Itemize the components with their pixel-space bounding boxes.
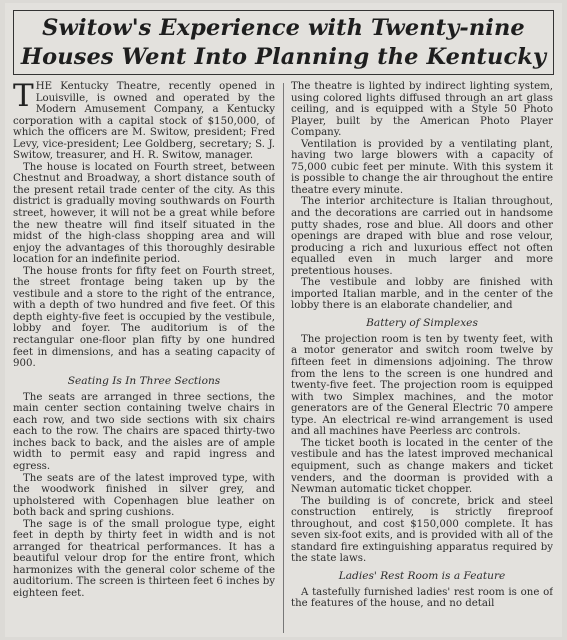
- headline-box: [13, 10, 554, 75]
- ventilation-paragraph: Ventilation is provided by a ventilating plant, having two large blowers with a capacity of 75,000 cubic feet per minute. With this system it is possible to change the air throughout the entire theatre every minute.: [291, 138, 553, 196]
- seats-paragraph: The seats are arranged in three sections, the main center section containing twelve chairs in each row, and two side sections with six chairs each to the row. The chairs are spaced thirty-two inches back to back, and the aisles are of ample width to permit easy and rapid ingress and egress.: [13, 391, 275, 472]
- rest-room-paragraph: A tastefully furnished ladies' rest room is one of the features of the house, and no detail: [291, 586, 553, 610]
- subhead-simplexes: Battery of Simplexes: [366, 316, 478, 329]
- magazine-page: [5, 3, 562, 637]
- lighting-paragraph: The theatre is lighted by indirect lighting system, using colored lights diffused through an art glass ceiling, and is equipped with a Style 50 Photo Player, built by the American Photo Player Company.: [291, 81, 553, 139]
- intro-paragraph: THE Kentucky Theatre, recently opened in Louisville, is owned and operated by the Modern Amusement Company, a Kentucky corporation with a capital stock of $150,000, of which the officers are M. Switow, president; Fred Levy, vice-president; Lee Goldberg, secretary; S. J. Switow, treasurer, and H. R. Switow, manager.: [13, 81, 275, 162]
- location-paragraph: The house is located on Fourth street, between Chestnut and Broadway, a short distance south of the present retail trade center of the city. As this district is gradually moving southwards on Fourth street, however, it will not be a great while before the new theatre will find itself situated in the midst of the high-class shopping area and will enjoy the advantages of this thoroughly desirable location for an indefinite period.: [13, 161, 275, 266]
- lobby-paragraph: The vestibule and lobby are finished with imported Italian marble, and in the center of the lobby there is an elaborate chandelier, and: [291, 277, 553, 312]
- ticket-booth-paragraph: The ticket booth is located in the center of the vestibule and has the latest improved mechanical equipment, such as change makers and ticket venders, and the doorman is provided with a Newman automatic ticket chopper.: [291, 437, 553, 496]
- drop-cap: T: [13, 81, 34, 114]
- stage-paragraph: The sage is of the small prologue type, eight feet in depth by thirty feet in width and is not arranged for theatrical performances. It has a beautiful velour drop for the entire front, which harmonizes with the general color scheme of the auditorium. The screen is thirteen feet 6 inches by eighteen feet.: [13, 518, 275, 599]
- frontage-paragraph: The house fronts for fifty feet on Fourth street, the street frontage being taken up by the vestibule and a store to the right of the entrance, with a depth of two hundred and five feet. Of this depth eighty-five feet is occupied by the vestibule, lobby and foyer. The auditorium is of the rectangular one-floor plan fifty by one hundred feet in dimensions, and has a seating capacity of 900.: [13, 265, 275, 370]
- building-paragraph: The building is of concrete, brick and steel construction entirely, is strictly fireproof throughout, and cost $150,000 complete. It has seven six-foot exits, and is provided with all of the standard fire extinguishing apparatus required by the state laws.: [291, 495, 553, 565]
- projection-paragraph: The projection room is ten by twenty feet, with a motor generator and switch room twelve by fifteen feet in dimensions adjoining. The throw from the lens to the screen is one hundred and twenty-five feet. The projection room is equipped with two Simplex machines, and the motor generators are of the General Electric 70 ampere type. An electrical re-wind arrangement is used and all machines have Peerless arc controls.: [291, 333, 553, 438]
- upholstery-paragraph: The seats are of the latest improved type, with the woodwork finished in silver grey, and upholstered with Copenhagen blue leather on both back and spring cushions.: [13, 472, 275, 519]
- headline-line-1: Switow's Experience with Twenty-nine: [42, 15, 525, 41]
- subhead-seating: Seating Is In Three Sections: [67, 374, 221, 387]
- subhead-rest-room: Ladies' Rest Room is a Feature: [338, 569, 506, 582]
- column-divider: [283, 83, 284, 633]
- headline-line-2: Houses Went Into Planning the Kentucky: [20, 44, 547, 70]
- right-column: [291, 81, 553, 637]
- headline: [14, 11, 553, 72]
- architecture-paragraph: The interior architecture is Italian throughout, and the decorations are carried out in handsome putty shades, rose and blue. All doors and other openings are draped with blue and rose velour, producing a rich and luxurious effect not often equalled even in much larger and more pretentious houses.: [291, 196, 553, 277]
- left-column: [13, 81, 275, 637]
